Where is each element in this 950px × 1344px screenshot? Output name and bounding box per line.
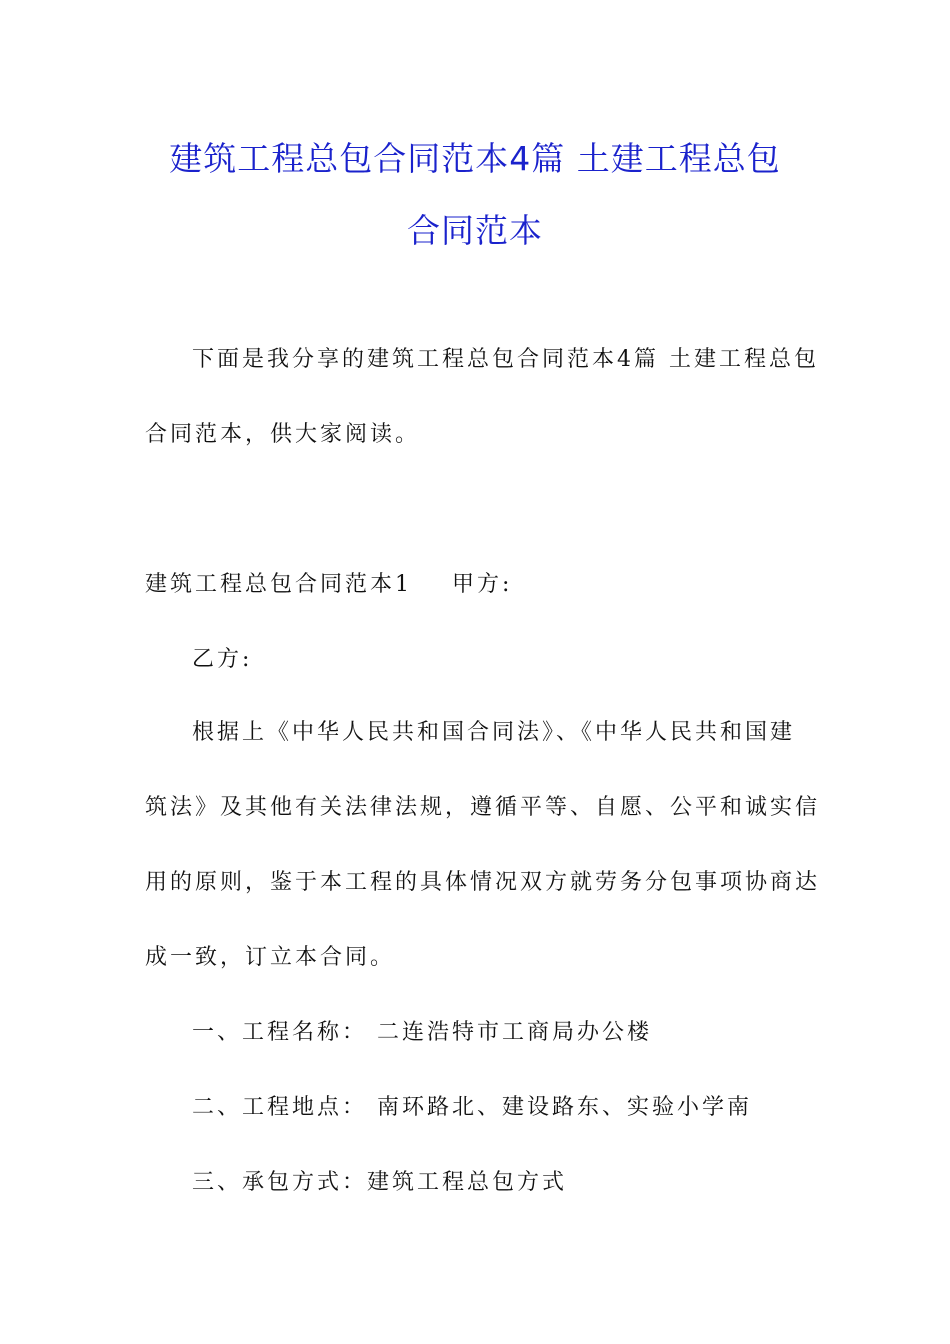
- party-b-label: 乙方:: [192, 647, 253, 672]
- document-title-line-1: 建筑工程总包合同范本4篇 土建工程总包: [169, 139, 781, 178]
- paragraph-line-3: 用的原则，鉴于本工程的具体情况双方就劳务分包事项协商达: [145, 870, 821, 895]
- document-title-line-2: 合同范本: [407, 211, 543, 250]
- section-heading: 建筑工程总包合同范本1: [145, 572, 412, 597]
- intro-line-1: 下面是我分享的建筑工程总包合同范本4篇 土建工程总包: [192, 347, 819, 372]
- list-item-project-location: 二、工程地点： 南环路北、建设路东、实验小学南: [192, 1095, 752, 1120]
- paragraph-line-2: 筑法》及其他有关法律法规，遵循平等、自愿、公平和诚实信: [145, 795, 821, 820]
- paragraph-line-1: 根据上《中华人民共和国合同法》、《中华人民共和国建: [192, 720, 796, 745]
- list-item-contract-method: 三、承包方式：建筑工程总包方式: [192, 1170, 568, 1195]
- list-item-project-name: 一、工程名称： 二连浩特市工商局办公楼: [192, 1020, 652, 1045]
- intro-line-2: 合同范本，供大家阅读。: [145, 422, 421, 447]
- party-a-label: 甲方:: [452, 572, 513, 597]
- paragraph-line-4: 成一致，订立本合同。: [145, 945, 396, 970]
